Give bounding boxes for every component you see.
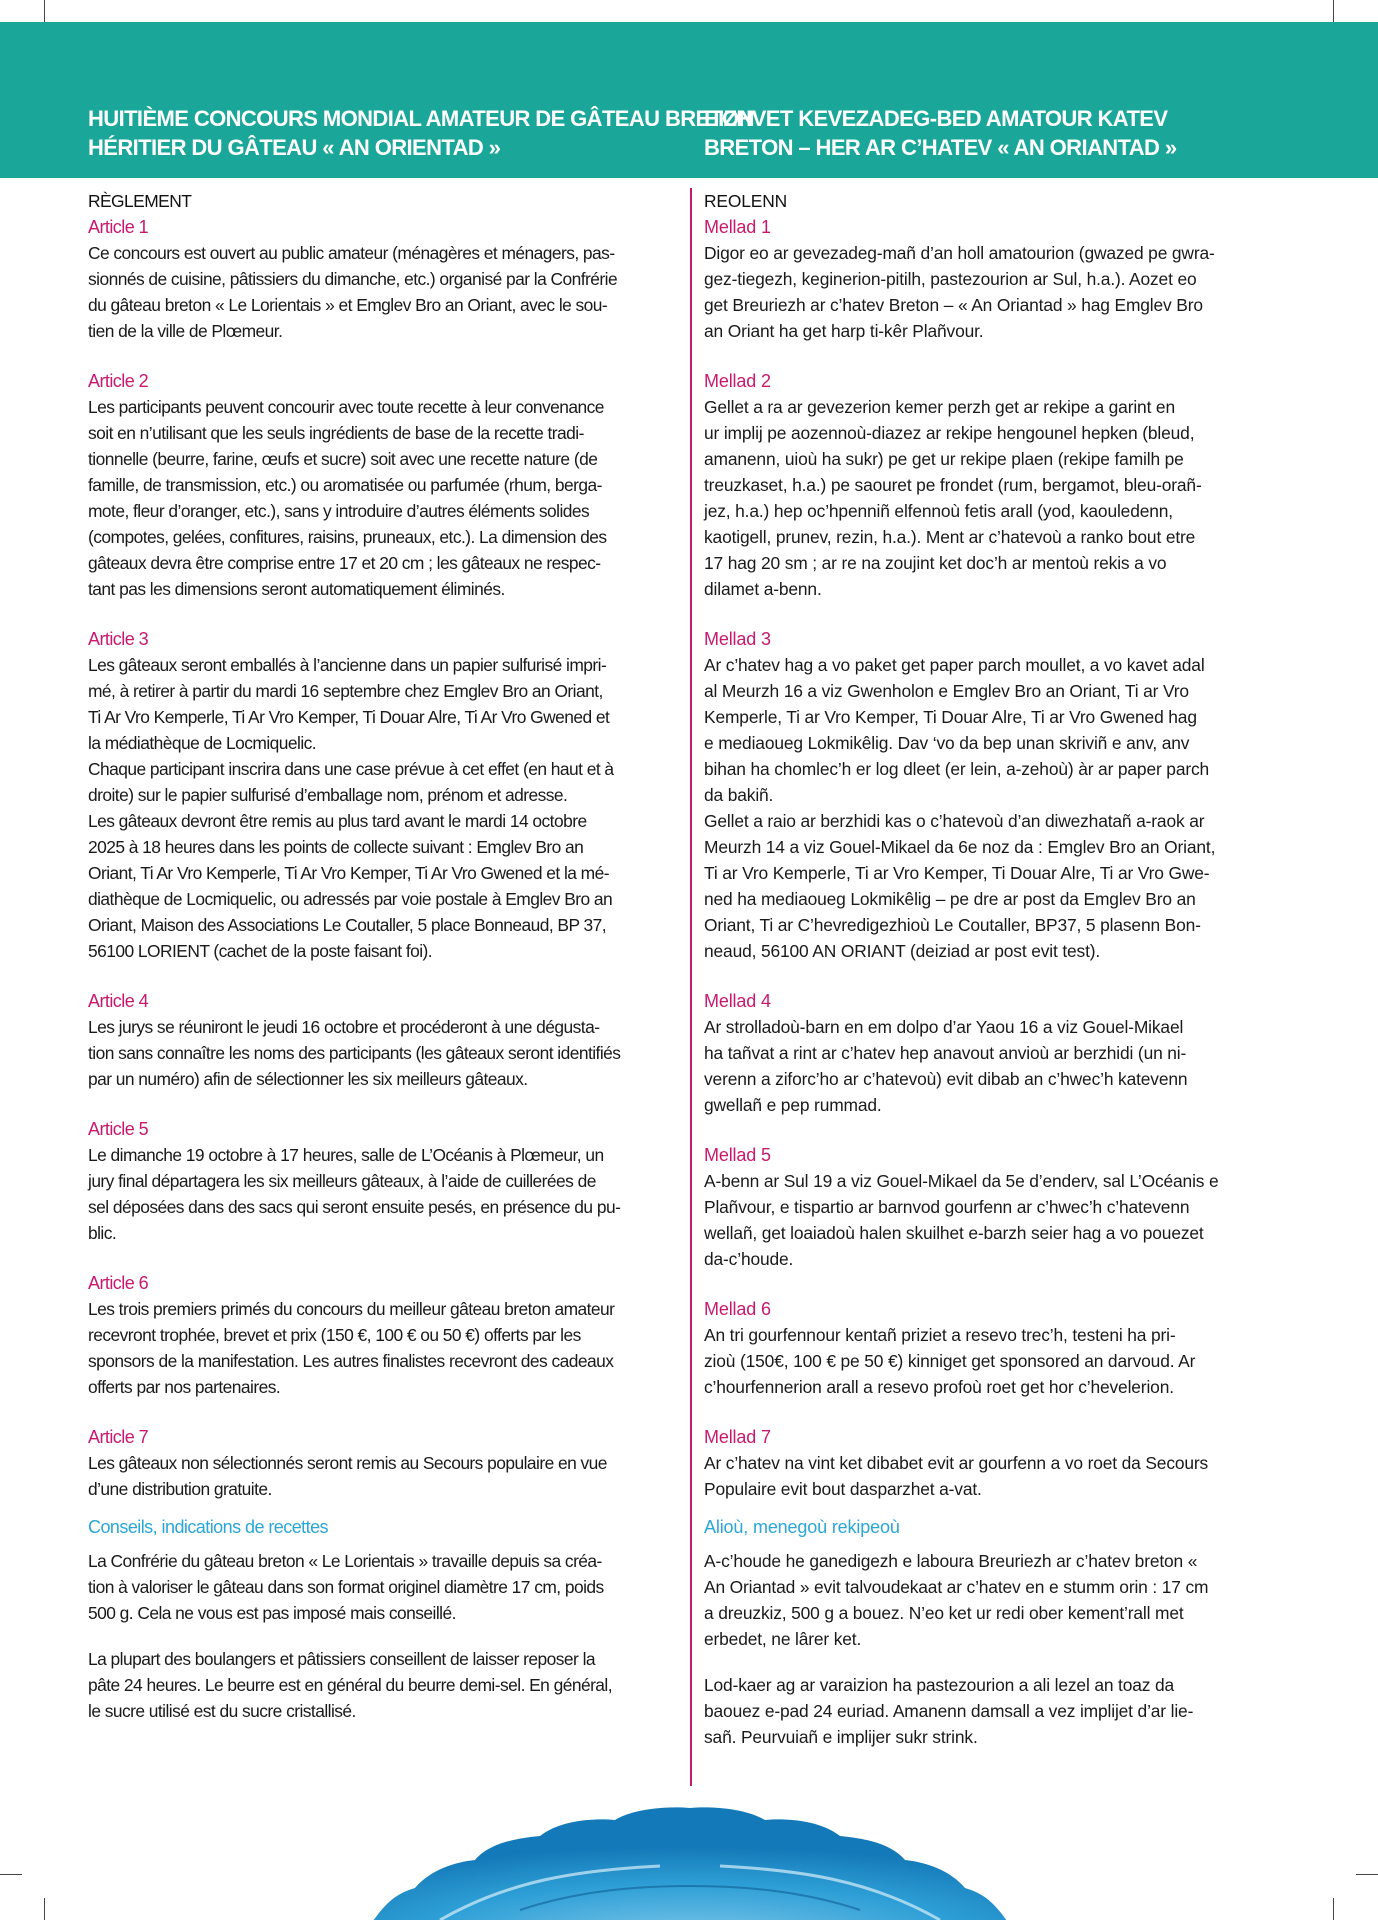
text-line: par un numéro) afin de sélectionner les six meilleurs gâteaux.	[88, 1069, 528, 1089]
header-line: BRETON – HER AR C’HATEV « AN ORIANTAD »	[704, 135, 1177, 160]
french-column	[88, 188, 674, 1724]
article-title: Mellad 2	[704, 371, 771, 391]
text-line: (compotes, gelées, confitures, raisins, pruneaux, etc.). La dimension des	[88, 527, 607, 547]
article-section	[704, 1424, 1290, 1502]
text-line: verenn a ziforc’ho ar c’hatevoù) evit dibab an c’hwec’h katevenn	[704, 1069, 1188, 1089]
text-line: pâte 24 heures. Le beurre est en général du beurre demi-sel. En général,	[88, 1675, 613, 1695]
article-section	[704, 1296, 1290, 1400]
article-text	[704, 394, 1290, 602]
text-line: droite) sur le papier sulfurisé d’emballage nom, prénom et adresse.	[88, 785, 568, 805]
text-line: blic.	[88, 1223, 117, 1243]
text-line: treuzkaset, h.a.) pe saouret pe frondet (rum, bergamot, bleu-orañ-	[704, 475, 1202, 495]
text-line: Les jurys se réuniront le jeudi 16 octobre et procéderont à une dégusta-	[88, 1017, 600, 1037]
text-line: Ti Ar Vro Kemperle, Ti Ar Vro Kemper, Ti Douar Alre, Ti Ar Vro Gwened et	[88, 707, 610, 727]
header-title-fr	[88, 104, 754, 162]
text-line: La plupart des boulangers et pâtissiers conseillent de laisser reposer la	[88, 1649, 596, 1669]
crop-mark	[44, 0, 45, 22]
text-line: Le dimanche 19 octobre à 17 heures, salle de L’Océanis à Plœmeur, un	[88, 1145, 604, 1165]
text-line: Oriant, Maison des Associations Le Coutaller, 5 place Bonneaud, BP 37,	[88, 915, 607, 935]
spacer	[704, 1272, 1290, 1296]
spacer	[88, 1540, 674, 1548]
text-line: ur implij pe aozennoù-diazez ar rekipe hengounel hepken (bleud,	[704, 423, 1195, 443]
article-title: Mellad 6	[704, 1299, 771, 1319]
spacer	[88, 1092, 674, 1116]
text-line: Lod-kaer ag ar varaizion ha pastezourion a ali lezel an toaz da	[704, 1675, 1175, 1695]
text-line: Ce concours est ouvert au public amateur (ménagères et ménagers, pas-	[88, 243, 615, 263]
text-line: sponsors de la manifestation. Les autres finalistes recevront des cadeaux	[88, 1351, 614, 1371]
article-title: Article 3	[88, 629, 149, 649]
text-line: La Confrérie du gâteau breton « Le Lorientais » travaille depuis sa créa-	[88, 1551, 602, 1571]
text-line: zioù (150€, 100 € pe 50 €) kinniget get sponsored an darvoud. Ar	[704, 1351, 1196, 1371]
text-line: Ar strolladoù-barn en em dolpo d’ar Yaou 16 a viz Gouel-Mikael	[704, 1017, 1184, 1037]
article-title: Mellad 4	[704, 991, 771, 1011]
crop-mark	[1356, 1874, 1378, 1875]
crop-mark	[0, 1874, 22, 1875]
article-text	[704, 1322, 1290, 1400]
text-line: 500 g. Cela ne vous est pas imposé mais conseillé.	[88, 1603, 456, 1623]
article-section	[704, 988, 1290, 1118]
text-line: le sucre utilisé est du sucre cristallisé.	[88, 1701, 356, 1721]
cake-shape	[360, 1807, 1020, 1920]
article-title: Mellad 5	[704, 1145, 771, 1165]
text-line: sionnés de cuisine, pâtissiers du dimanche, etc.) organisé par la Confrérie	[88, 269, 618, 289]
article-title: Mellad 3	[704, 629, 771, 649]
article-text	[88, 1450, 674, 1502]
spacer	[704, 1400, 1290, 1424]
text-line: Les participants peuvent concourir avec toute recette à leur convenance	[88, 397, 604, 417]
article-section	[704, 1142, 1290, 1272]
article-text	[88, 240, 674, 344]
article-title: Article 5	[88, 1119, 149, 1139]
spacer	[704, 1540, 1290, 1548]
crop-mark	[1333, 0, 1334, 22]
text-line: sañ. Peurvuiañ e implijer sukr strink.	[704, 1727, 978, 1747]
article-text	[88, 394, 674, 602]
advice-paragraph	[88, 1548, 674, 1626]
text-line: al Meurzh 16 a viz Gwenholon e Emglev Bro an Oriant, Ti ar Vro	[704, 681, 1189, 701]
text-line: Ti ar Vro Kemperle, Ti ar Vro Kemper, Ti Douar Alre, Ti ar Vro Gwe-	[704, 863, 1210, 883]
text-line: Ar c’hatev hag a vo paket get paper parch moullet, a vo kavet adal	[704, 655, 1205, 675]
text-line: Meurzh 14 a viz Gouel-Mikael da 6e noz da : Emglev Bro an Oriant,	[704, 837, 1216, 857]
text-line: offerts par nos partenaires.	[88, 1377, 281, 1397]
text-line: gwellañ e pep rummad.	[704, 1095, 882, 1115]
text-line: Populaire evit bout dasparzhet a-vat.	[704, 1479, 982, 1499]
text-line: Oriant, Ti Ar Vro Kemperle, Ti Ar Vro Kemper, Ti Ar Vro Gwened et la mé-	[88, 863, 609, 883]
text-line: A-benn ar Sul 19 a viz Gouel-Mikael da 5e d’enderv, sal L’Océanis e	[704, 1171, 1219, 1191]
spacer	[88, 1246, 674, 1270]
text-line: jury final départagera les six meilleurs gâteaux, à l’aide de cuillerées de	[88, 1171, 596, 1191]
text-line: Les gâteaux non sélectionnés seront remis au Secours populaire en vue	[88, 1453, 607, 1473]
article-text	[704, 1168, 1290, 1272]
text-line: Les gâteaux seront emballés à l’ancienne dans un papier sulfurisé impri-	[88, 655, 607, 675]
article-text	[88, 1014, 674, 1092]
crop-mark	[44, 1898, 45, 1920]
article-text	[704, 1014, 1290, 1118]
text-line: Chaque participant inscrira dans une case prévue à cet effet (en haut et à	[88, 759, 614, 779]
text-line: baouez e-pad 24 euriad. Amanenn damsall a vez implijet d’ar lie-	[704, 1701, 1194, 1721]
text-line: bihan ha chomlec’h er log dleet (er lein, a-zehoù) àr ar paper parch	[704, 759, 1210, 779]
crop-mark	[1333, 1898, 1334, 1920]
advice-title: Alioù, menegoù rekipeoù	[704, 1517, 900, 1537]
advice-paragraph	[88, 1646, 674, 1724]
text-line: tion sans connaître les noms des participants (les gâteaux seront identifiés	[88, 1043, 621, 1063]
text-line: neaud, 56100 AN ORIANT (deiziad ar post evit test).	[704, 941, 1101, 961]
text-line: 2025 à 18 heures dans les points de collecte suivant : Emglev Bro an	[88, 837, 584, 857]
text-line: da-c’houde.	[704, 1249, 794, 1269]
spacer	[704, 602, 1290, 626]
text-line: ned ha mediaoueg Lokmikêlig – pe dre ar post da Emglev Bro an	[704, 889, 1196, 909]
spacer	[88, 964, 674, 988]
text-line: tien de la ville de Plœmeur.	[88, 321, 283, 341]
article-title: Article 4	[88, 991, 149, 1011]
article-text	[88, 1296, 674, 1400]
article-text	[88, 652, 674, 964]
article-section	[88, 1424, 674, 1502]
text-line: kaotigell, prunev, rezin, h.a.). Ment ar c’hatevoù a ranko bout etre	[704, 527, 1196, 547]
text-line: a dreuzkiz, 500 g a bouez. N’eo ket ur redi ober kement’rall met	[704, 1603, 1184, 1623]
text-line: Oriant, Ti ar C’hevredigezhioù Le Coutaller, BP37, 5 plasenn Bon-	[704, 915, 1201, 935]
spacer	[704, 1118, 1290, 1142]
article-text	[704, 652, 1290, 964]
text-line: e mediaoueg Lokmikêlig. Dav ‘vo da bep unan skriviñ e anv, anv	[704, 733, 1190, 753]
text-line: amanenn, uioù ha sukr) pe get ur rekipe plaen (rekipe familh pe	[704, 449, 1184, 469]
text-line: mote, fleur d’oranger, etc.), sans y introduire d’autres éléments solides	[88, 501, 590, 521]
text-line: c’hourfennerion arall a resevo profoù roet get hor c’hevelerion.	[704, 1377, 1174, 1397]
spacer	[704, 344, 1290, 368]
text-line: la médiathèque de Locmiquelic.	[88, 733, 317, 753]
text-line: Gellet a ra ar gevezerion kemer perzh get ar rekipe a garint en	[704, 397, 1175, 417]
text-line: gez-tiegezh, keginerion-pitilh, pastezourion ar Sul, h.a.). Aozet eo	[704, 269, 1197, 289]
article-text	[704, 240, 1290, 344]
text-line: jez, h.a.) hep oc’hpenniñ elfennoù fetis arall (yod, kaouledenn,	[704, 501, 1173, 521]
article-section	[88, 1116, 674, 1246]
text-line: 56100 LORIENT (cachet de la poste faisant foi).	[88, 941, 433, 961]
article-text	[88, 1142, 674, 1246]
advice-paragraph	[704, 1548, 1290, 1652]
spacer	[88, 344, 674, 368]
article-title: Article 2	[88, 371, 149, 391]
rules-title: RÈGLEMENT	[88, 191, 192, 211]
text-line: Digor eo ar gevezadeg-mañ d’an holl amatourion (gwazed pe gwra-	[704, 243, 1215, 263]
article-section	[88, 988, 674, 1092]
header-line: HÉRITIER DU GÂTEAU « AN ORIENTAD »	[88, 135, 501, 160]
text-line: erbedet, ne lârer ket.	[704, 1629, 862, 1649]
text-line: du gâteau breton « Le Lorientais » et Emglev Bro an Oriant, avec le sou-	[88, 295, 608, 315]
text-line: an Oriant ha get harp ti-kêr Plañvour.	[704, 321, 984, 341]
text-line: tant pas les dimensions seront automatiquement éliminés.	[88, 579, 505, 599]
text-line: soit en n’utilisant que les seuls ingrédients de base de la recette tradi-	[88, 423, 584, 443]
rules-title: REOLENN	[704, 191, 788, 211]
text-line: 17 hag 20 sm ; ar re na zoujint ket doc’h ar mentoù rekis a vo	[704, 553, 1167, 573]
article-title: Article 1	[88, 217, 149, 237]
spacer	[704, 964, 1290, 988]
article-section	[704, 368, 1290, 602]
article-text	[704, 1450, 1290, 1502]
text-line: Les trois premiers primés du concours du meilleur gâteau breton amateur	[88, 1299, 615, 1319]
cake-illustration	[360, 1800, 1020, 1920]
article-section	[88, 1270, 674, 1400]
advice-title: Conseils, indications de recettes	[88, 1517, 328, 1537]
text-line: Ar c’hatev na vint ket dibabet evit ar gourfenn a vo roet da Secours	[704, 1453, 1209, 1473]
text-line: tion à valoriser le gâteau dans son format originel diamètre 17 cm, poids	[88, 1577, 604, 1597]
text-line: ha tañvat a rint ar c’hatev hep anavout anvioù ar berzhidi (un ni-	[704, 1043, 1187, 1063]
article-section	[88, 626, 674, 964]
header-line: HUITIÈME CONCOURS MONDIAL AMATEUR DE GÂTEAU BRETON	[88, 106, 754, 131]
text-line: An Oriantad » evit talvoudekaat ar c’hatev en e stumm orin : 17 cm	[704, 1577, 1209, 1597]
spacer	[704, 1652, 1290, 1672]
breton-column	[704, 188, 1290, 1750]
text-line: Kemperle, Ti ar Vro Kemper, Ti Douar Alre, Ti ar Vro Gwened hag	[704, 707, 1197, 727]
text-line: Les gâteaux devront être remis au plus tard avant le mardi 14 octobre	[88, 811, 587, 831]
article-section	[88, 214, 674, 344]
article-title: Mellad 7	[704, 1427, 771, 1447]
article-section	[704, 214, 1290, 344]
text-line: Plañvour, e tispartio ar barnvod gourfenn ar c’hwec’h c’hatevenn	[704, 1197, 1190, 1217]
article-title: Article 7	[88, 1427, 149, 1447]
text-line: sel déposées dans des sacs qui seront ensuite pesés, en présence du pu-	[88, 1197, 621, 1217]
text-line: mé, à retirer à partir du mardi 16 septembre chez Emglev Bro an Oriant,	[88, 681, 603, 701]
text-line: tionnelle (beurre, farine, œufs et sucre) soit avec une recette nature (de	[88, 449, 598, 469]
text-line: get Breuriezh ar c’hatev Breton – « An Oriantad » hag Emglev Bro	[704, 295, 1203, 315]
text-line: An tri gourfennour kentañ priziet a resevo trec’h, testeni ha pri-	[704, 1325, 1176, 1345]
text-line: famille, de transmission, etc.) ou aromatisée ou parfumée (rhum, berga-	[88, 475, 602, 495]
advice-paragraph	[704, 1672, 1290, 1750]
text-line: gâteaux devra être comprise entre 17 et 20 cm ; les gâteaux ne respec-	[88, 553, 601, 573]
text-line: dilamet a-benn.	[704, 579, 822, 599]
article-section	[88, 368, 674, 602]
text-line: A-c’houde he ganedigezh e laboura Breuriezh ar c’hatev breton «	[704, 1551, 1198, 1571]
text-line: da bakiñ.	[704, 785, 774, 805]
column-divider	[690, 188, 692, 1786]
article-title: Mellad 1	[704, 217, 771, 237]
spacer	[88, 602, 674, 626]
text-line: recevront trophée, brevet et prix (150 €, 100 € ou 50 €) offerts par les	[88, 1325, 581, 1345]
article-section	[704, 626, 1290, 964]
text-line: wellañ, get loaiadoù halen skuilhet e-barzh seier hag a vo pouezet	[704, 1223, 1204, 1243]
text-line: d’une distribution gratuite.	[88, 1479, 272, 1499]
header-title-br	[704, 104, 1344, 162]
text-line: Gellet a raio ar berzhidi kas o c’hatevoù d’an diwezhatañ a-raok ar	[704, 811, 1205, 831]
spacer	[88, 1626, 674, 1646]
spacer	[88, 1400, 674, 1424]
header-line: EIZHVET KEVEZADEG-BED AMATOUR KATEV	[704, 106, 1168, 131]
article-title: Article 6	[88, 1273, 149, 1293]
text-line: diathèque de Locmiquelic, ou adressés par voie postale à Emglev Bro an	[88, 889, 613, 909]
